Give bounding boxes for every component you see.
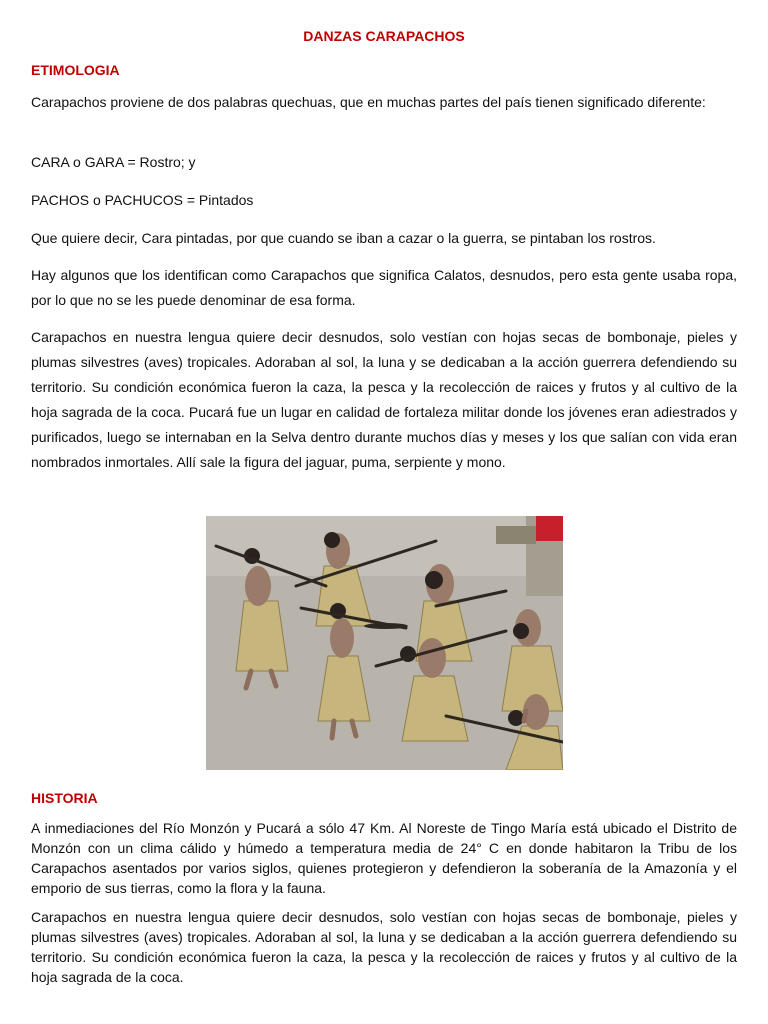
paragraph-etimologia-3: PACHOS o PACHUCOS = Pintados [31,192,254,208]
section-heading-historia: HISTORIA [31,790,98,806]
paragraph-etimologia-6: Carapachos en nuestra lengua quiere decir desnudos, solo vestían con hojas secas de bombonaje, pieles y plumas silvestres (aves) tropicales. Adoraban al sol, la luna y se dedicaban a la acción guerrera defendiendo su territorio. Su condición económica fueron la caza, la pesca y la recolección de raices y frutos y al cultivo de la hoja sagrada de la coca. Pucará fue un lugar en calidad de fortaleza militar donde los jóvenes eran adiestrados y purificados, luego se internaban en la Selva dentro durante muchos días y meses y los que salían con vida eran nombrados inmortales. Allí sale la figura del jaguar, puma, serpiente y mono. [31,329,737,470]
dancers-photo [206,516,563,770]
paragraph-historia-1: A inmediaciones del Río Monzón y Pucará a sólo 47 Km. Al Noreste de Tingo María está ubicado el Distrito de Monzón con un clima cálido y húmedo a temperatura media de 24° C en donde habitaron la Tribu de los Carapachos asentados por varios siglos, quienes protegieron y defendieron la soberanía de la Amazonía y el emporio de sus tierras, como la flora y la fauna. [31,820,737,896]
paragraph-historia-2: Carapachos en nuestra lengua quiere decir desnudos, solo vestían con hojas secas de bombonaje, pieles y plumas silvestres (aves) tropicales. Adoraban al sol, la luna y se dedicaban a la acción guerrera defendiendo su territorio. Su condición económica fueron la caza, la pesca y la recolección de raices y frutos y al cultivo de la hoja sagrada de la coca. [31,909,737,985]
paragraph-etimologia-1: Carapachos proviene de dos palabras quechuas, que en muchas partes del país tienen significado diferente: [31,94,706,110]
section-heading-etimologia: ETIMOLOGIA [31,62,120,78]
paragraph-etimologia-4: Que quiere decir, Cara pintadas, por que cuando se iban a cazar o la guerra, se pintaban los rostros. [31,230,656,246]
paragraph-etimologia-2: CARA o GARA = Rostro; y [31,154,196,170]
paragraph-etimologia-5: Hay algunos que los identifican como Carapachos que significa Calatos, desnudos, pero esta gente usaba ropa, por lo que no se les puede denominar de esa forma. [31,267,737,308]
document-title: DANZAS CARAPACHOS [303,28,465,44]
